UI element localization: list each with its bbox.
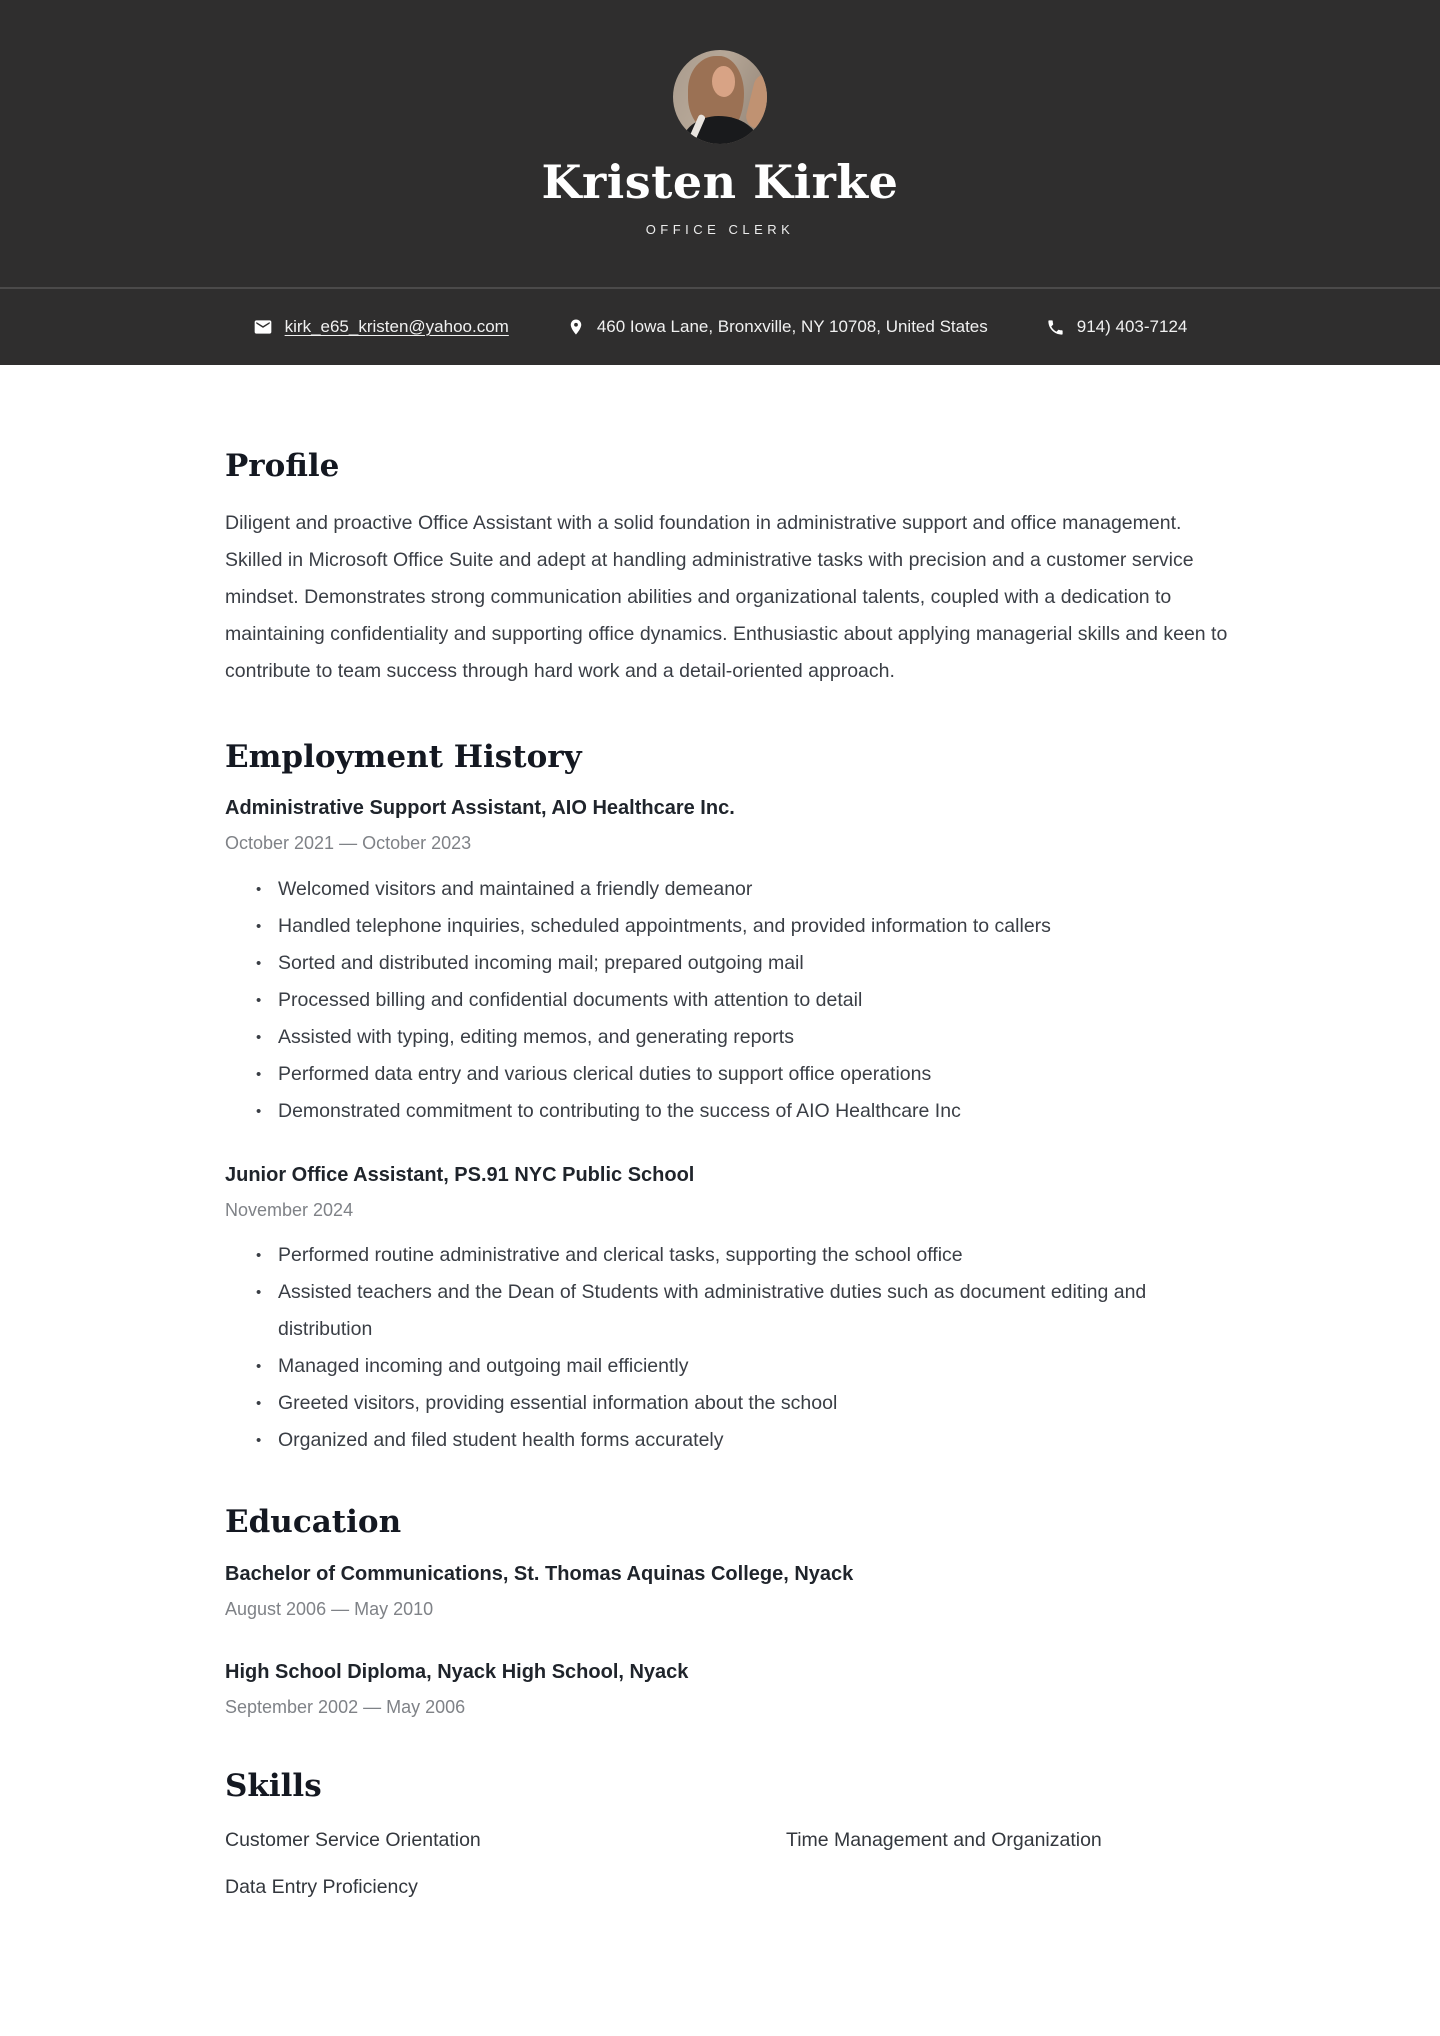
education-dates: August 2006 — May 2010 xyxy=(225,1598,434,1619)
job-dates: November 2024 xyxy=(225,1199,354,1220)
contact-email xyxy=(253,317,509,337)
employment-section xyxy=(225,740,1233,1459)
contact-address xyxy=(567,317,988,337)
job-bullet: • Sorted and distributed incoming mail; prepared outgoing mail xyxy=(225,945,1233,982)
job-entry xyxy=(225,1162,1233,1459)
skills-section xyxy=(225,1769,1233,1902)
education-list xyxy=(225,1561,1233,1720)
education-title: Bachelor of Communications, St. Thomas Aquinas College, Nyack xyxy=(225,1562,854,1585)
skill-item: Time Management and Organization xyxy=(786,1829,1102,1852)
job-entry xyxy=(225,795,1233,1129)
address-text: 460 Iowa Lane, Bronxville, NY 10708, United States xyxy=(596,317,988,336)
contact-phone xyxy=(1046,317,1188,337)
phone-text: 914) 403-7124 xyxy=(1076,317,1188,336)
job-bullet: • Assisted with typing, editing memos, and generating reports xyxy=(225,1019,1233,1056)
employment-list xyxy=(225,795,1233,1459)
job-bullet: • Performed routine administrative and clerical tasks, supporting the school office xyxy=(225,1237,1233,1274)
candidate-job-title: OFFICE CLERK xyxy=(645,221,795,237)
email-link[interactable]: kirk_e65_kristen@yahoo.com xyxy=(284,317,509,336)
job-bullet: • Handled telephone inquiries, scheduled appointments, and provided information to callers xyxy=(225,908,1233,945)
education-title: High School Diploma, Nyack High School, Nyack xyxy=(225,1661,689,1684)
education-entry xyxy=(225,1561,1233,1621)
skills-list xyxy=(225,1825,1233,1902)
job-bullet: • Managed incoming and outgoing mail efficiently xyxy=(225,1348,1233,1385)
employment-heading: Employment History xyxy=(225,738,582,775)
resume-header xyxy=(0,0,1440,287)
education-entry xyxy=(225,1659,1233,1719)
job-bullet: • Greeted visitors, providing essential information about the school xyxy=(225,1385,1233,1422)
job-dates: October 2021 — October 2023 xyxy=(225,833,472,854)
job-bullet: • Demonstrated commitment to contributing to the success of AIO Healthcare Inc xyxy=(225,1093,1233,1130)
contact-bar xyxy=(0,287,1440,365)
job-bullet: • Processed billing and confidential documents with attention to detail xyxy=(225,982,1233,1019)
job-bullet: • Performed data entry and various clerical duties to support office operations xyxy=(225,1056,1233,1093)
candidate-name: Kristen Kirke xyxy=(541,155,899,209)
map-pin-icon xyxy=(567,317,585,337)
job-bullet: • Assisted teachers and the Dean of Students with administrative duties such as document editing and distribution xyxy=(225,1274,1233,1348)
job-bullet-list xyxy=(225,871,1233,1130)
skill-item: Data Entry Proficiency xyxy=(225,1876,418,1899)
profile-photo xyxy=(673,50,767,144)
envelope-icon xyxy=(253,317,273,337)
skill-item: Customer Service Orientation xyxy=(225,1829,481,1852)
job-title: Junior Office Assistant, PS.91 NYC Public School xyxy=(225,1163,695,1186)
job-bullet: • Welcomed visitors and maintained a friendly demeanor xyxy=(225,871,1233,908)
job-title: Administrative Support Assistant, AIO Healthcare Inc. xyxy=(225,797,735,820)
job-bullet: • Organized and filed student health forms accurately xyxy=(225,1422,1233,1459)
education-section xyxy=(225,1505,1233,1719)
photo-arm-shape xyxy=(744,72,767,131)
education-heading: Education xyxy=(225,1504,402,1541)
phone-icon xyxy=(1046,318,1065,337)
profile-section xyxy=(225,449,1233,690)
job-bullet-list xyxy=(225,1237,1233,1459)
skills-heading: Skills xyxy=(225,1768,322,1805)
profile-heading: Profile xyxy=(225,448,340,484)
photo-face-shape xyxy=(712,66,736,97)
resume-body xyxy=(225,365,1233,1902)
education-dates: September 2002 — May 2006 xyxy=(225,1697,466,1718)
profile-text: Diligent and proactive Office Assistant with a solid foundation in administrative support and office management. Skilled in Microsoft Office Suite and adept at handling administrative tasks with precision and a customer service mindset. Demonstrates strong communication abilities and organizational talents, coupled with a dedication to maintaining confidentiality and supporting office dynamics. Enthusiastic about applying managerial skills and keen to contribute to team success through hard work and a detail-oriented approach. xyxy=(225,511,1228,682)
